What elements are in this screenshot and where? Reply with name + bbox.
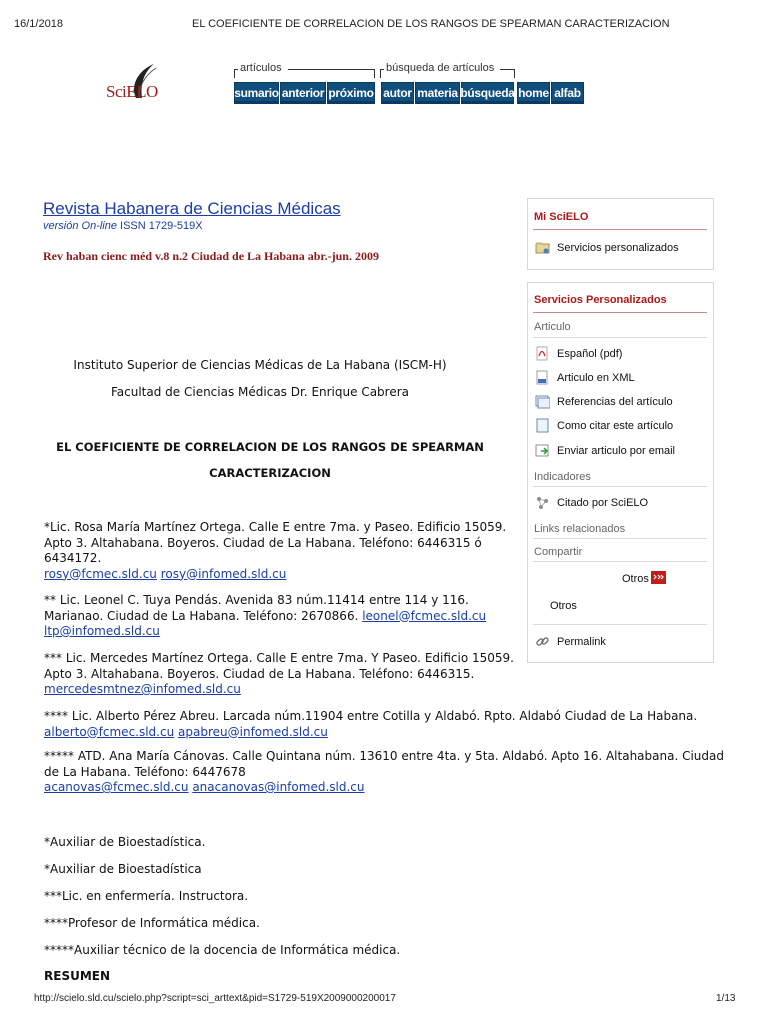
- divider: [533, 229, 707, 230]
- author-4: [44, 709, 734, 740]
- nav-bracket-left: [234, 69, 235, 78]
- print-title: EL COEFICIENTE DE CORRELACION DE LOS RANGOS DE SPEARMAN CARACTERIZACION: [192, 18, 670, 30]
- document-icon: [535, 418, 550, 433]
- citado-scielo-link[interactable]: [535, 495, 648, 510]
- nav-group-busqueda: búsqueda de artículos: [386, 62, 495, 74]
- note-1: *Auxiliar de Bioestadística.: [44, 835, 206, 849]
- autor-button[interactable]: autor: [381, 82, 414, 104]
- resumen-heading: RESUMEN: [44, 969, 111, 983]
- author-2-text: ** Lic. Leonel C. Tuya Pendás. Avenida 83 núm.11414 entre 114 y 116. Marianao. Ciudad de La Habana. Teléfono: 2670866.: [44, 593, 469, 623]
- author-3-text: *** Lic. Mercedes Martínez Ortega. Calle E entre 7ma. Y Paseo. Edificio 15059. Apto 3. Altahabana. Boyeros. Ciudad de La Habana. Teléfono: 6446315.: [44, 651, 514, 681]
- author-1-email-2[interactable]: rosy@infomed.sld.cu: [160, 566, 287, 581]
- author-4-email-2[interactable]: apabreu@infomed.sld.cu: [178, 724, 328, 739]
- institution-line-2: Facultad de Ciencias Médicas Dr. Enrique Cabrera: [110, 385, 410, 399]
- note-5: *****Auxiliar técnico de la docencia de Informática médica.: [44, 943, 401, 957]
- articulo-xml-link[interactable]: [535, 370, 635, 385]
- nav-group-articulos: artículos: [240, 62, 282, 74]
- journal-version: [43, 220, 203, 232]
- pdf-icon: [535, 346, 550, 361]
- otros-share-label: Otros: [622, 572, 649, 585]
- references-icon: [535, 394, 550, 409]
- nav-bracket-left: [380, 69, 381, 78]
- note-2: *Auxiliar de Bioestadística: [44, 862, 202, 876]
- divider: [533, 312, 707, 313]
- print-page-number: 1/13: [716, 993, 736, 1004]
- share-icon: [651, 571, 666, 586]
- enviar-email-link[interactable]: [535, 443, 675, 458]
- version-prefix: versión On-line: [43, 220, 117, 232]
- divider: [533, 337, 707, 338]
- mi-scielo-box: [527, 198, 714, 270]
- link-icon: [535, 634, 550, 649]
- author-5: [44, 749, 734, 796]
- print-date: 16/1/2018: [14, 18, 63, 30]
- como-citar-label: Como citar este artículo: [557, 419, 674, 432]
- author-2: [44, 593, 514, 640]
- print-url: http://scielo.sld.cu/scielo.php?script=sci_arttext&pid=S1729-519X2009000200017: [34, 993, 396, 1004]
- materia-button[interactable]: materia: [415, 82, 460, 104]
- network-icon: [535, 495, 550, 510]
- servicios-heading: Servicios Personalizados: [534, 294, 667, 306]
- article-title-line-1: EL COEFICIENTE DE CORRELACION DE LOS RANGOS DE SPEARMAN: [56, 440, 484, 454]
- journal-title-link[interactable]: Revista Habanera de Ciencias Médicas: [43, 199, 341, 218]
- institution-line-1: Instituto Superior de Ciencias Médicas de La Habana (ISCM-H): [73, 358, 447, 372]
- divider: [533, 561, 707, 562]
- author-5-email-1[interactable]: acanovas@fcmec.sld.cu: [44, 780, 189, 794]
- como-citar-link[interactable]: [535, 418, 673, 433]
- folder-user-icon: [535, 240, 550, 255]
- nav-bracket-right: [374, 69, 375, 78]
- referencias-link[interactable]: [535, 394, 673, 409]
- proximo-button[interactable]: próximo: [327, 82, 375, 104]
- divider: [533, 538, 707, 539]
- author-3-email-1[interactable]: mercedesmtnez@infomed.sld.cu: [44, 682, 241, 696]
- referencias-label: Referencias del artículo: [557, 395, 673, 408]
- nav-line: [500, 69, 514, 70]
- author-1: [44, 520, 514, 582]
- issn: ISSN 1729-519X: [116, 220, 203, 232]
- home-button[interactable]: home: [517, 82, 550, 104]
- servicios-personalizados-label: Servicios personalizados: [557, 241, 679, 254]
- xml-document-icon: [535, 370, 550, 385]
- nav-line: [380, 69, 384, 70]
- note-3: ***Lic. en enfermería. Instructora.: [44, 889, 249, 903]
- enviar-email-label: Enviar articulo por email: [557, 444, 675, 457]
- author-4-text: **** Lic. Alberto Pérez Abreu. Larcada núm.11904 entre Cotilla y Aldabó. Rpto. Aldabó Ciudad de La Habana.: [44, 709, 698, 723]
- author-2-email-1[interactable]: leonel@fcmec.sld.cu: [362, 608, 487, 623]
- otros-share-link[interactable]: [622, 571, 666, 586]
- email-icon: [535, 443, 550, 458]
- divider: [533, 486, 707, 487]
- author-4-email-1[interactable]: alberto@fcmec.sld.cu: [44, 724, 175, 739]
- anterior-button[interactable]: anterior: [280, 82, 326, 104]
- servicios-personalizados-link[interactable]: [535, 240, 679, 255]
- author-1-email-1[interactable]: rosy@fcmec.sld.cu: [44, 566, 157, 581]
- busqueda-button[interactable]: búsqueda: [461, 82, 514, 104]
- author-5-email-2[interactable]: anacanovas@infomed.sld.cu: [192, 780, 365, 794]
- note-4: ****Profesor de Informática médica.: [44, 916, 260, 930]
- author-1-text: *Lic. Rosa María Martínez Ortega. Calle E entre 7ma. y Paseo. Edificio 15059. Apto 3. Altahabana. Boyeros. Ciudad de La Habana. Teléfono: 6446315 ó 6434172.: [44, 520, 507, 565]
- indicadores-label: Indicadores: [534, 471, 591, 483]
- article-title-line-2: CARACTERIZACION: [209, 466, 331, 480]
- author-5-text: ***** ATD. Ana María Cánovas. Calle Quintana núm. 13610 entre 4ta. y 5ta. Aldabó. Apto 16. Altahabana. Ciudad de La Habana. Teléfono: 6447678: [44, 749, 724, 779]
- citado-scielo-label: Citado por SciELO: [557, 496, 649, 509]
- author-2-email-2[interactable]: ltp@infomed.sld.cu: [44, 624, 160, 638]
- articulo-label: Articulo: [534, 321, 571, 333]
- journal-citation: Rev haban cienc méd v.8 n.2 Ciudad de La Habana abr.-jun. 2009: [43, 249, 379, 263]
- mi-scielo-heading: Mi SciELO: [534, 211, 589, 223]
- nav-line: [288, 69, 374, 70]
- espanol-pdf-link[interactable]: [535, 346, 622, 361]
- scielo-logo[interactable]: SciELO: [106, 82, 158, 101]
- permalink-label: Permalink: [557, 635, 606, 648]
- nav-bracket-right: [514, 69, 515, 78]
- links-relacionados-label: Links relacionados: [534, 523, 626, 535]
- otros-link[interactable]: Otros: [550, 600, 577, 612]
- espanol-pdf-label: Español (pdf): [557, 347, 623, 360]
- compartir-label: Compartir: [534, 546, 583, 558]
- author-3: [44, 651, 514, 698]
- articulo-xml-label: Articulo en XML: [557, 371, 635, 384]
- nav-line: [234, 69, 238, 70]
- alfab-button[interactable]: alfab: [551, 82, 584, 104]
- permalink-link[interactable]: [535, 634, 606, 649]
- divider: [533, 624, 707, 625]
- sumario-button[interactable]: sumario: [234, 82, 279, 104]
